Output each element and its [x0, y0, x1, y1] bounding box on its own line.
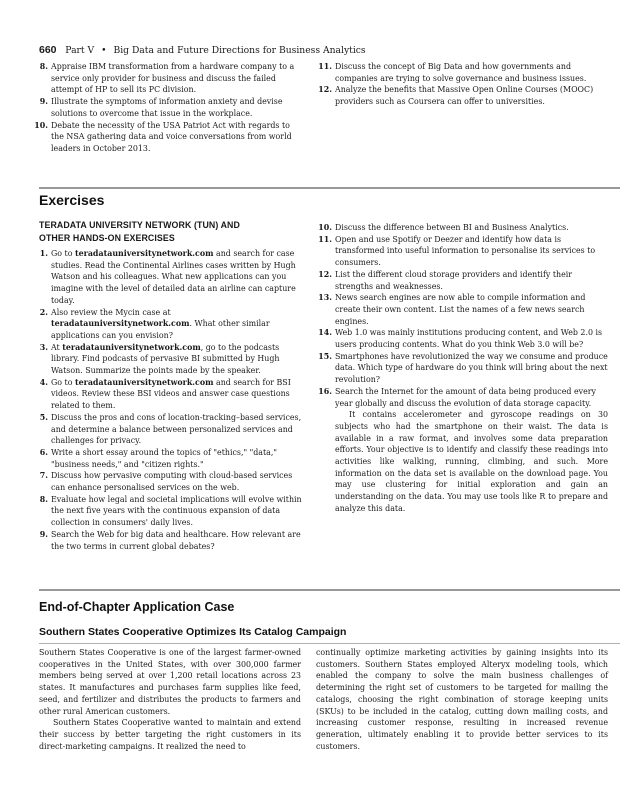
- exercise-item: 11. Open and use Spotify or Deezer and identify how data is transformed into useful information to personalise its services to consumers.: [318, 234, 596, 268]
- exercise-item: 15. Smartphones have revolutionized the way we consume and produce data. Which type of hardware do you think will bring about the next revolution?: [318, 351, 608, 385]
- questions-left-column: [34, 61, 304, 155]
- exercise-item: 7. Discuss how pervasive computing with cloud-based services can enhance personalised services on the web.: [39, 471, 293, 493]
- teradata-link[interactable]: teradatauniversitynetwork.com: [75, 249, 214, 258]
- exercises-rule: [39, 187, 620, 189]
- question-item: 12. Analyze the benefits that Massive Open Online Courses (MOOC) providers such as Coursera can offer to universities.: [318, 85, 594, 107]
- exercise-item: 2. Also review the Mycin case at teradatauniversitynetwork.com. What other similar applications can you envision?: [39, 307, 270, 340]
- case-right-column: [316, 647, 608, 752]
- header-separator: •: [101, 45, 107, 56]
- exercise-item: 12. List the different cloud storage providers and identify their strengths and weaknesses.: [318, 269, 573, 291]
- exercise-item: 6. Write a short essay around the topics of "ethics," "data," "business needs," and "citizen rights.": [39, 447, 278, 469]
- exercise-item: 14. Web 1.0 was mainly institutions producing content, and Web 2.0 is users producing contents. What do you think Web 3.0 will be?: [318, 328, 603, 350]
- exercise-item: 8. Evaluate how legal and societal implications will evolve within the next five years with the continuous expansion of data collection in consumers' daily lives.: [39, 494, 302, 528]
- exercise-item: 16. Search the Internet for the amount of data being produced every year globally and discuss the evolution of data storage capacity. It contains accelerometer and gyroscope readings on 30 subjects who had the smartphone on their waist. The data is available in a raw format, and involves some data preparation efforts. Your objective is to identify and classify these readings into activities like walking, running, climbing, and such. More information on the data set is available on the download page. You may use clustering for initial exploration and gain an understanding on the data. You may use tools like R to prepare and analyze this data.: [318, 386, 608, 513]
- running-header: [39, 44, 620, 56]
- case-paragraph: continually optimize marketing activities by gaining insights into its customers. Southern States employed Alteryx modeling tools, which enabled the company to solve the main business challenges of determining the right set of customers to be targeted for mailing the catalogs, choosing the right combination of storage keeping units (SKUs) to be included in the catalog, cutting down mailing costs, and increasing customer response, resulting in increased revenue generation, ultimately enabling it to provide better services to its customers.: [316, 648, 608, 751]
- part-title: Big Data and Future Directions for Business Analytics: [113, 45, 366, 56]
- teradata-link[interactable]: teradatauniversitynetwork.com: [51, 319, 190, 329]
- exercises-subheading: TERADATA UNIVERSITY NETWORK (TUN) AND OTHER HANDS-ON EXERCISES: [39, 220, 240, 243]
- exercise-item: 10. Discuss the difference between BI and Business Analytics.: [318, 223, 569, 232]
- exercises-right-column: [318, 222, 608, 515]
- case-paragraph: Southern States Cooperative is one of the largest farmer-owned cooperatives in the United States, with over 300,000 farmer members being served at over 1,200 retail locations across 23 states. It manufactures and purchases farm supplies like feed, seed, and fertilizer and distributes the products to farmers and other rural American customers.: [39, 648, 301, 716]
- questions-right-column: [318, 61, 608, 108]
- question-item: 9. Illustrate the symptoms of information anxiety and devise solutions to overcome that issue in the workplace.: [39, 97, 283, 118]
- case-title: Southern States Cooperative Optimizes Its Catalog Campaign: [39, 626, 347, 638]
- question-item: 10. Debate the necessity of the USA Patriot Act with regards to the NSA gathering data and voice conversations from world leaders in October 2013.: [34, 120, 292, 153]
- case-paragraph: Southern States Cooperative wanted to maintain and extend their success by better targeting the right customers in its direct-marketing campaigns. It realized the need to: [39, 718, 301, 751]
- page-number: 660: [39, 44, 57, 56]
- exercise-item: 5. Discuss the pros and cons of location-tracking–based services, and determine a balance between personalized services and challenges for privacy.: [39, 412, 302, 446]
- exercises-heading: Exercises: [39, 192, 105, 208]
- case-title-rule: [39, 643, 620, 644]
- question-item: 8. Appraise IBM transformation from a hardware company to a service only provider for business and discuss the failed attempt of HP to sell its PC division.: [39, 62, 295, 95]
- case-rule: [39, 589, 620, 591]
- teradata-link[interactable]: teradatauniversitynetwork.com: [62, 342, 201, 352]
- part-label: Part V: [65, 45, 95, 56]
- exercise-item: 9. Search the Web for big data and healthcare. How relevant are the two terms in current global debates?: [39, 529, 301, 551]
- case-left-column: [39, 647, 301, 752]
- exercises-left-column: [34, 248, 306, 552]
- exercise-item: 1. Go to teradatauniversitynetwork.com and search for case studies. Read the Continental Airlines cases written by Hugh Watson and his colleagues. What new applications can you imagine with the level of detailed data an airline can capture today.: [39, 249, 296, 305]
- exercise-item: 3. At teradatauniversitynetwork.com, go to the podcasts library. Find podcasts of pervasive BI submitted by Hugh Watson. Summarize the points made by the speaker.: [39, 342, 280, 376]
- exercise-item: 13. News search engines are now able to compile information and create their own content. List the names of a few news search engines.: [318, 293, 586, 326]
- case-section-heading: End-of-Chapter Application Case: [39, 600, 235, 614]
- exercise-item: 4. Go to teradatauniversitynetwork.com and search for BSI videos. Review these BSI videos and answer case questions related to them.: [39, 377, 291, 411]
- question-item: 11. Discuss the concept of Big Data and how governments and companies are trying to solve governance and business issues.: [318, 62, 587, 83]
- item16-continuation: It contains accelerometer and gyroscope readings on 30 subjects who had the smartphone on their waist. The data is available in a raw format, and involves some data preparation efforts. Your objective is to identify and classify these readings into activities like walking, running, climbing, and such. More information on the data set is available on the download page. You may use clustering for initial exploration and gain an understanding on the data. You may use tools like R to prepare and analyze this data.: [335, 410, 608, 513]
- teradata-link[interactable]: teradatauniversitynetwork.com: [75, 377, 214, 387]
